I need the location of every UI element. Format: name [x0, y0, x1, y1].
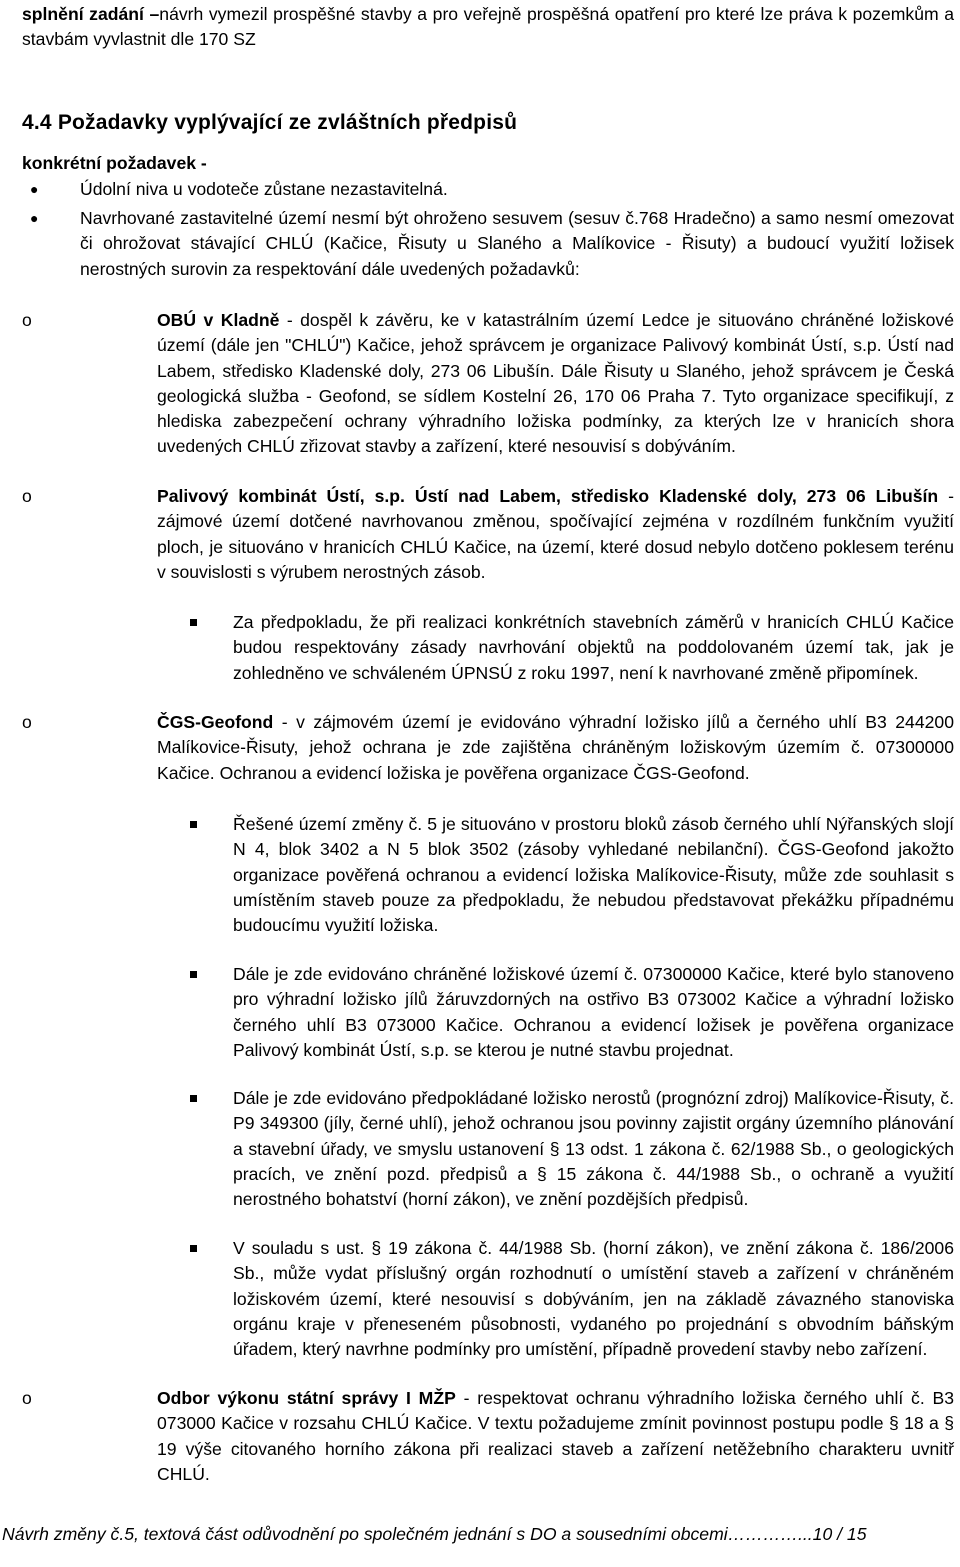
sub-item-palivovy-kombinat	[157, 484, 954, 585]
sub-bullet-marker: o	[22, 310, 32, 330]
sub-bullet-marker: o	[22, 712, 32, 732]
detail-item: V souladu s ust. § 19 zákona č. 44/1988 Sb. (horní zákon), ve znění zákona č. 186/2006 Sb., může vydat příslušný orgán rozhodnutí o umístění staveb a zařízení v chráněném ložiskovém území, které nesouvisí s dobýváním, jen na základě závazného stanoviska orgánu kraje v přeneseném působnosti, vydaného po projednání s obvodním báňským úřadem, který navrhne podmínky pro umístění, případně provedení stavby nebo zařízení.	[233, 1238, 954, 1360]
sub-bullet-marker: o	[22, 486, 32, 506]
detail-item: Řešené území změny č. 5 je situováno v prostoru bloků zásob černého uhlí Nýřanských slojí N 4, blok 3402 a N 5 blok 3502 (zásoby vyhledané nebilanční). ČGS-Geofond jakožto organizace pověřená ochranou a evidencí ložiska Malíkovice-Řisuty, může zde souhlasit s umístěním staveb pouze za předpokladu, že nebudou představovat překážku případnému budoucímu využití ložiska.	[233, 814, 954, 936]
square-bullet-icon	[190, 1095, 197, 1102]
sub-item-text: - v zájmovém území je evidováno výhradní ložisko jílů a černého uhlí B3 244200 Malíkovice-Řisuty, jehož ochrana je zde zajištěna chráněným ložiskovým územím č. 07300000 Kačice. Ochranou a evidencí ložiska je pověřena organizace ČGS-Geofond.	[157, 712, 954, 783]
square-bullet-icon	[190, 821, 197, 828]
bullet-item: Navrhované zastavitelné území nesmí být ohroženo sesuvem (sesuv č.768 Hradečno) a samo nesmí omezovat či ohrožovat stávající CHLÚ (Kačice, Řisuty u Slaného a Malíkovice - Řisuty) a budoucí využití ložisek nerostných surovin za respektování dále uvedených požadavků:	[80, 208, 954, 279]
sub-item-text: - respektovat ochranu výhradního ložiska černého uhlí č. B3 073000 Kačice v rozsahu CHLÚ Kačice. V textu požadujeme zmínit povinnost postupu podle § 18 a § 19 výše citovaného horního zákona při realizaci staveb a zařízení netěžebního charakteru uvnitř CHLÚ.	[157, 1388, 954, 1484]
intro-lead: splnění zadání –	[22, 4, 160, 24]
intro-paragraph	[22, 2, 954, 53]
sub-item-odbor-mzp	[157, 1386, 954, 1487]
sub-item-cgs-geofond	[157, 710, 954, 786]
sub-item-title: Palivový kombinát Ústí, s.p. Ústí nad Labem, středisko Kladenské doly, 273 06 Libušín	[157, 486, 939, 506]
bullet-item: Údolní niva u vodoteče zůstane nezastavitelná.	[80, 179, 448, 199]
bullet-icon: ●	[30, 181, 39, 197]
section-subheading: konkrétní požadavek -	[22, 153, 207, 173]
page-footer: Návrh změny č.5, textová část odůvodnění po společném jednání s DO a sousedními obcemi…………...10 / 15	[2, 1524, 867, 1544]
sub-item-title: Odbor výkonu státní správy I MŽP	[157, 1388, 456, 1408]
detail-item: Za předpokladu, že při realizaci konkrétních stavebních záměrů v hranicích CHLÚ Kačice budou respektovány zásady navrhování objektů na poddolovaném území tak, jak je zohledněno ve schváleném ÚPNSÚ z roku 1997, není k navrhované změně připomínek.	[233, 612, 954, 683]
sub-item-text: - zájmové území dotčené navrhovanou změnou, spočívající zejména v rozdílném funkčním využití ploch, je situováno v hranicích CHLÚ Kačice, na území, které dosud nebylo dotčeno poklesem terénu v souvislosti s výrubem nerostných zásob.	[157, 486, 954, 582]
square-bullet-icon	[190, 619, 197, 626]
sub-item-text: - dospěl k závěru, ke v katastrálním území Ledce je situováno chráněné ložiskové území (dále jen "CHLÚ") Kačice, jehož správcem je organizace Palivový kombinát Ústí, s.p. Ústí nad Labem, středisko Kladenské doly, 273 06 Libušín. Dále Řisuty u Slaného, jehož správcem je Česká geologická služba - Geofond, se sídlem Kostelní 26, 170 06 Praha 7. Tyto organizace specifikují, z hlediska zabezpečení ochrany výhradního ložiska podmínky, za kterých lze v hranicích shora uvedených CHLÚ zřizovat stavby a zařízení, které nesouvisí s dobýváním.	[157, 310, 954, 457]
intro-text: návrh vymezil prospěšné stavby a pro veřejně prospěšná opatření pro které lze práva k pozemkům a stavbám vyvlastnit dle 170 SZ	[22, 4, 955, 50]
sub-item-obu-kladno	[157, 308, 954, 460]
square-bullet-icon	[190, 1245, 197, 1252]
sub-item-title: ČGS-Geofond	[157, 712, 274, 732]
bullet-icon: ●	[30, 210, 39, 226]
detail-item: Dále je zde evidováno chráněné ložiskové území č. 07300000 Kačice, které bylo stanoveno pro výhradní ložisko jílů žáruvzdorných na ostřivo B3 073002 Kačice a výhradní ložisko černého uhlí B3 073000 Kačice. Ochranou a evidencí ložisek je pověřena organizace Palivový kombinát Ústí, s.p. se kterou je nutné stavbu projednat.	[233, 964, 954, 1060]
sub-bullet-marker: o	[22, 1388, 32, 1408]
detail-item: Dále je zde evidováno předpokládané ložisko nerostů (prognózní zdroj) Malíkovice-Řisuty, č. P9 349300 (jíly, černé uhlí), jehož ochranou jsou povinny zajistit orgány územního plánování a stavební úřady, ve smyslu ustanovení § 13 odst. 1 zákona č. 62/1988 Sb., o geologických pracích, ve znění pozd. předpisů a § 15 zákona č. 44/1988 Sb., o ochraně a využití nerostného bohatství (horní zákon), ve znění pozdějších předpisů.	[233, 1088, 954, 1210]
sub-item-title: OBÚ v Kladně	[157, 310, 280, 330]
square-bullet-icon	[190, 971, 197, 978]
section-heading: 4.4 Požadavky vyplývající ze zvláštních předpisů	[22, 111, 518, 134]
